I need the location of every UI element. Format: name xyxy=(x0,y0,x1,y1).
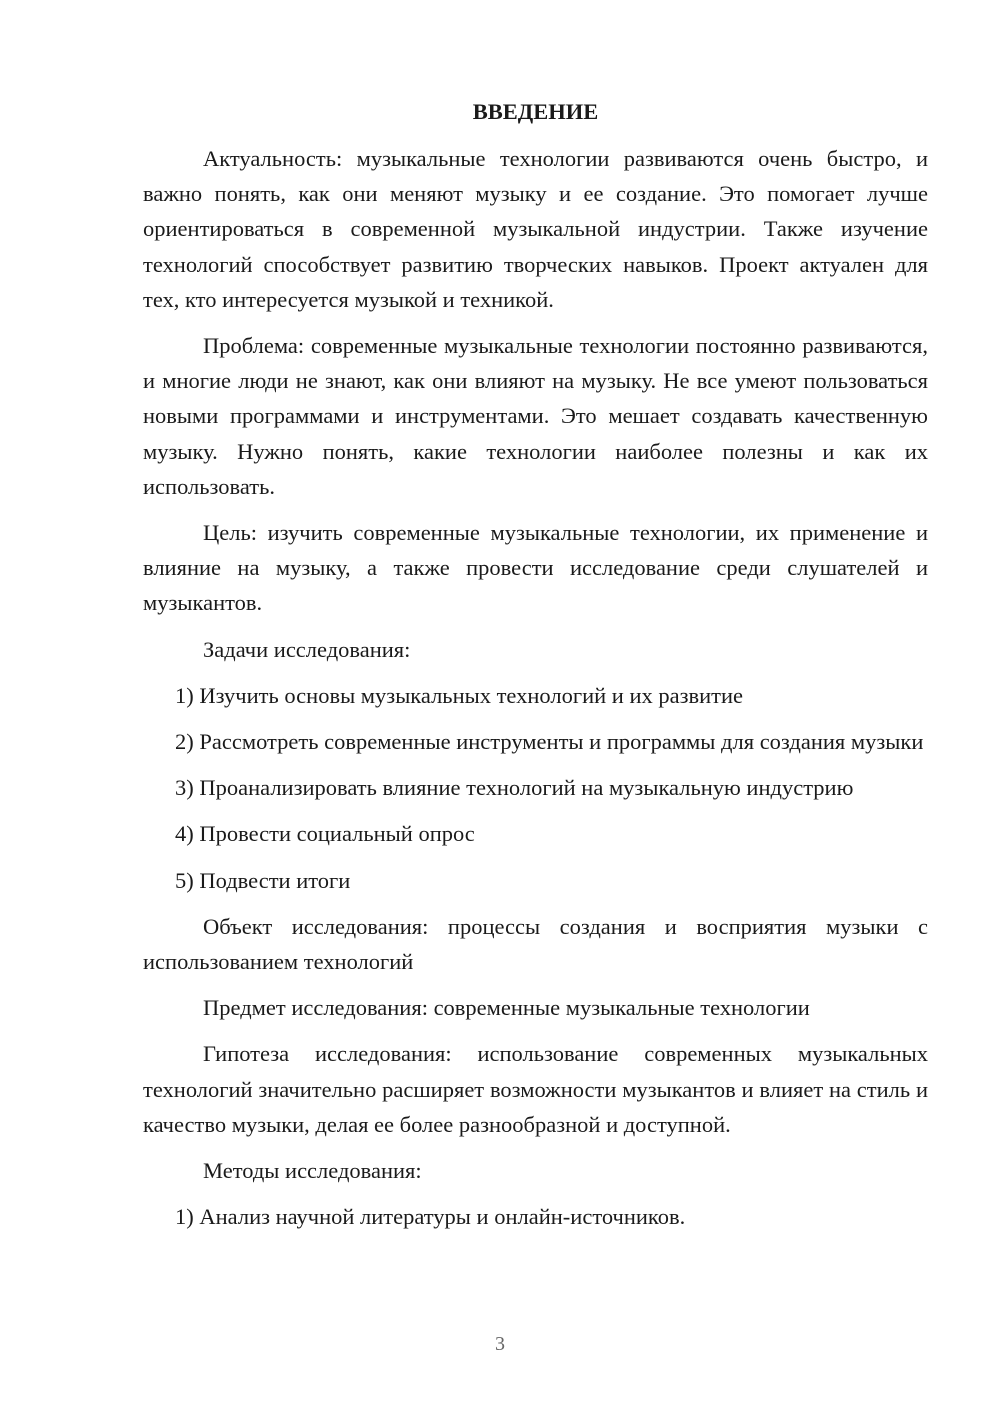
paragraph-problem: Проблема: современные музыкальные технологии постоянно развиваются, и многие люди не знают, как они влияют на музыку. Не все умеют пользоваться новыми программами и инструментами. Это мешает создавать качественную музыку. Нужно понять, какие технологии наиболее полезны и как их использовать. xyxy=(143,333,928,499)
list-item: 1) Анализ научной литературы и онлайн-источников. xyxy=(175,1204,686,1230)
list-item: 3) Проанализировать влияние технологий на музыкальную индустрию xyxy=(175,775,854,801)
paragraph-methods-heading: Методы исследования: xyxy=(203,1158,422,1184)
list-item: 2) Рассмотреть современные инструменты и программы для создания музыки xyxy=(175,729,924,755)
list-item: 1) Изучить основы музыкальных технологий и их развитие xyxy=(175,682,744,708)
section-title: ВВЕДЕНИЕ xyxy=(472,99,599,124)
page-number: 3 xyxy=(495,1333,505,1355)
list-item: 5) Подвести итоги xyxy=(175,867,351,893)
paragraph-goal: Цель: изучить современные музыкальные технологии, их применение и влияние на музыку, а также провести исследование среди слушателей и музыкантов. xyxy=(143,520,928,616)
paragraph-relevance: Актуальность: музыкальные технологии развиваются очень быстро, и важно понять, как они меняют музыку и ее создание. Это помогает лучше ориентироваться в современной музыкальной индустрии. Также изучение технологий способствует развитию творческих навыков. Проект актуален для тех, кто интересуется музыкой и техникой. xyxy=(143,146,928,312)
paragraph-tasks-heading: Задачи исследования: xyxy=(203,636,411,662)
paragraph-object: Объект исследования: процессы создания и восприятия музыки с использованием технологий xyxy=(143,913,928,975)
list-item: 4) Провести социальный опрос xyxy=(175,821,475,847)
document-page xyxy=(143,94,928,1234)
paragraph-hypothesis: Гипотеза исследования: использование современных музыкальных технологий значительно расширяет возможности музыкантов и влияет на стиль и качество музыки, делая ее более разнообразной и доступной. xyxy=(143,1041,928,1137)
paragraph-subject: Предмет исследования: современные музыкальные технологии xyxy=(203,995,810,1021)
